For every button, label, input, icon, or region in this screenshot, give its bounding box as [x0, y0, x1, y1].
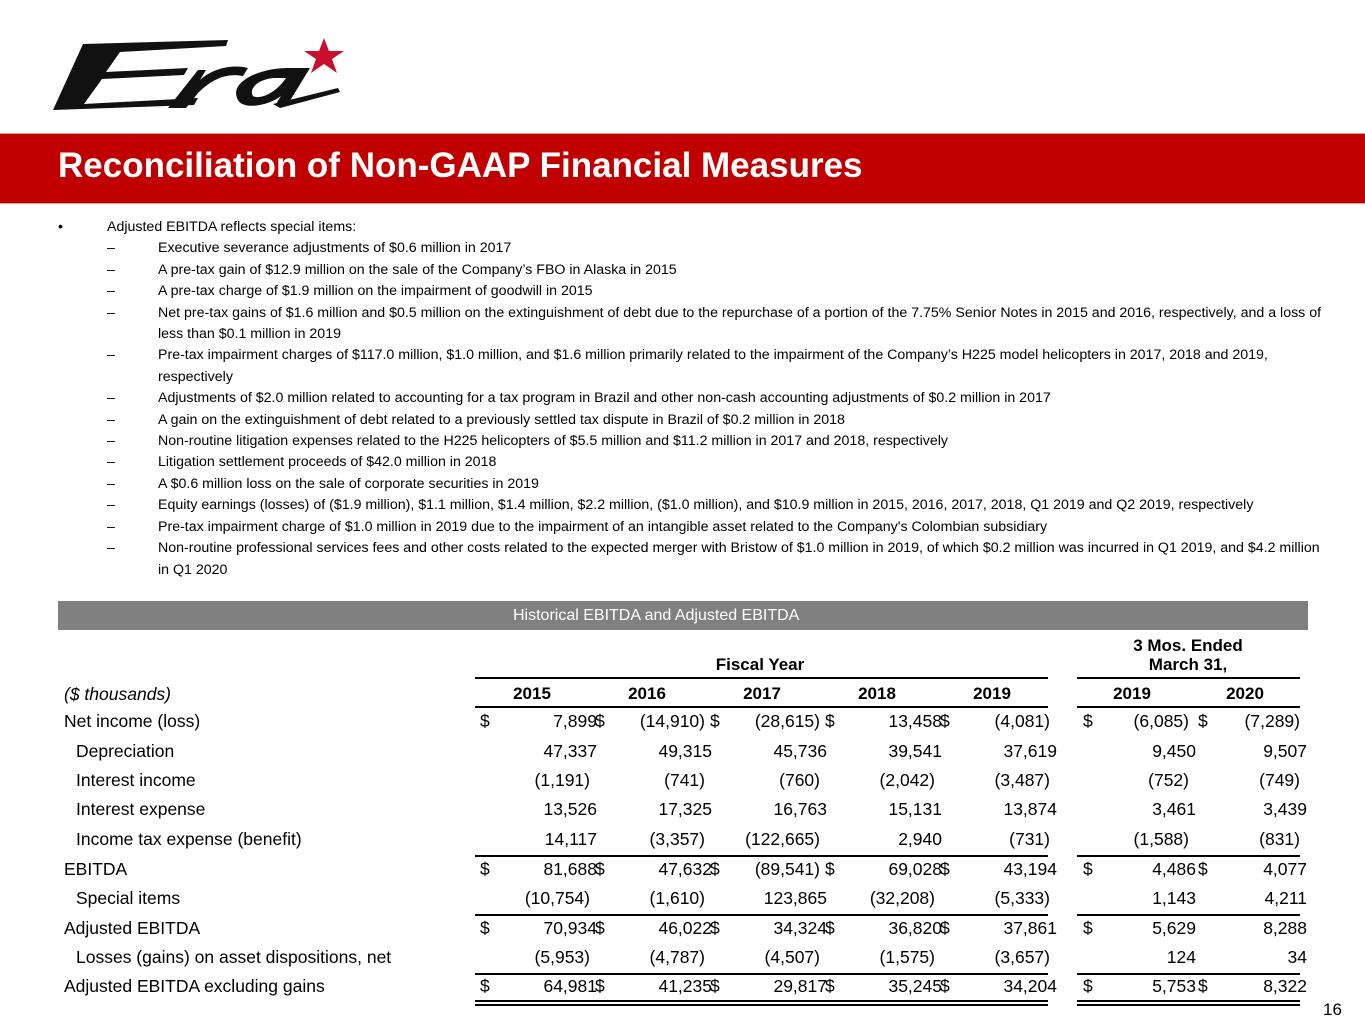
table-cell: 36,820: [888, 918, 942, 938]
table-cell: 16,763: [773, 799, 827, 819]
currency-symbol: $: [480, 711, 490, 731]
table-cell: (89,541): [754, 859, 820, 879]
sub-bullet: – Litigation settlement proceeds of $42.0 million in 2018: [0, 452, 1365, 473]
table-title-bar: [58, 601, 1308, 630]
sub-bullet: – Pre-tax impairment charges of $117.0 million, $1.0 million, and $1.6 million primarily related to the impairment of the Company’s H225 model helicopters in 2017, 2018 and 2019, respectively: [107, 347, 1268, 385]
subtotal-line: [1077, 914, 1300, 916]
table-cell: (1,610): [649, 888, 705, 908]
divider: [1077, 706, 1300, 708]
column-header-2018: 2018: [858, 684, 896, 703]
sub-bullet: – Non-routine professional services fees and other costs related to the expected merger with Bristow of $1.0 million in 2019, of which $0.2 million was incurred in Q1 2019, and $4.2 million in Q1 2020: [107, 540, 1320, 578]
currency-symbol: $: [825, 976, 835, 996]
table-cell: 70,934: [543, 918, 597, 938]
table-cell: (3,357): [649, 829, 705, 849]
sub-bullet: – Executive severance adjustments of $0.6 million in 2017: [0, 238, 1365, 259]
divider: [1077, 677, 1300, 679]
currency-symbol: $: [1198, 976, 1208, 996]
currency-symbol: $: [825, 918, 835, 938]
currency-symbol: $: [710, 918, 720, 938]
table-cell: 3,439: [1263, 799, 1307, 819]
currency-symbol: $: [710, 976, 720, 996]
currency-symbol: $: [710, 711, 720, 731]
table-cell: (4,787): [649, 947, 705, 967]
era-wordmark-icon: [48, 38, 353, 118]
special-items-notes: [0, 217, 1365, 581]
table-cell: (32,208): [869, 888, 935, 908]
dash-icon: –: [107, 497, 115, 514]
currency-symbol: $: [940, 859, 950, 879]
table-cell: 34,324: [773, 918, 827, 938]
currency-symbol: $: [1083, 711, 1093, 731]
total-double-underline: [475, 1000, 1048, 1006]
currency-symbol: $: [1083, 859, 1093, 879]
dash-icon: –: [107, 283, 115, 300]
table-cell: 124: [1166, 947, 1196, 967]
table-cell: 4,486: [1152, 859, 1196, 879]
currency-symbol: $: [825, 711, 835, 731]
table-cell: 46,022: [658, 918, 712, 938]
table-cell: (5,953): [534, 947, 590, 967]
table-cell: (1,191): [534, 770, 590, 790]
table-cell: (4,081): [994, 711, 1050, 731]
table-cell: (3,487): [994, 770, 1050, 790]
table-cell: 15,131: [888, 799, 942, 819]
table-cell: 34: [1287, 947, 1307, 967]
table-cell: 9,507: [1263, 741, 1307, 761]
table-cell: 35,245: [888, 976, 942, 996]
table-title: Historical EBITDA and Adjusted EBITDA: [513, 607, 800, 624]
row-label: EBITDA: [64, 859, 128, 879]
table-cell: (741): [664, 770, 705, 790]
subtotal-line: [475, 855, 1048, 857]
table-cell: 47,337: [543, 741, 597, 761]
row-label: Income tax expense (benefit): [76, 829, 302, 849]
sub-bullet: – Pre-tax impairment charge of $1.0 million in 2019 due to the impairment of an intangible asset related to the Company's Colombian subsidiary: [0, 517, 1365, 538]
table-cell: 8,322: [1263, 976, 1307, 996]
column-header-2019: 2019: [1113, 684, 1151, 703]
table-cell: 47,632: [658, 859, 712, 879]
dash-icon: –: [107, 454, 115, 471]
table-cell: (1,575): [879, 947, 935, 967]
divider: [475, 706, 1048, 708]
bullet-dot-icon: •: [58, 219, 63, 235]
currency-symbol: $: [480, 859, 490, 879]
table-cell: 13,458: [888, 711, 942, 731]
currency-symbol: $: [1198, 711, 1208, 731]
column-header-2015: 2015: [513, 684, 551, 703]
row-label: Interest expense: [76, 799, 206, 819]
dash-icon: –: [107, 475, 115, 492]
table-cell: 5,753: [1152, 976, 1196, 996]
table-cell: (122,665): [745, 829, 820, 849]
table-cell: 29,817: [773, 976, 827, 996]
table-cell: 13,526: [543, 799, 597, 819]
sub-bullet: – Net pre-tax gains of $1.6 million and $0.5 million on the extinguishment of debt due to the repurchase of a portion of the 7.75% Senior Notes in 2015 and 2016, respectively, and a loss of less than $0.1 million in 2019: [107, 304, 1322, 343]
column-header-2019: 2019: [973, 684, 1011, 703]
row-label: Losses (gains) on asset dispositions, net: [76, 947, 392, 967]
table-cell: (752): [1148, 770, 1189, 790]
currency-symbol: $: [1198, 859, 1208, 879]
sub-bullet: – Equity earnings (losses) of ($1.9 million), $1.1 million, $1.4 million, $2.2 million, ($1.0 million), and $10.9 million in 2015, 2016, 2017, 2018, Q1 2019 and Q2 2019, respectively: [0, 495, 1365, 516]
sub-bullet: – A pre-tax gain of $12.9 million on the sale of the Company’s FBO in Alaska in 2015: [0, 260, 1365, 281]
table-cell: 81,688: [543, 859, 597, 879]
row-label: Interest income: [76, 770, 196, 790]
currency-symbol: $: [480, 976, 490, 996]
currency-symbol: $: [480, 918, 490, 938]
sub-bullet: – A pre-tax charge of $1.9 million on the impairment of goodwill in 2015: [0, 281, 1365, 302]
table-cell: 123,865: [763, 888, 827, 908]
table-cell: 13,874: [1003, 799, 1057, 819]
column-header-2020: 2020: [1226, 684, 1264, 703]
table-cell: (6,085): [1133, 711, 1189, 731]
subtotal-line: [1077, 973, 1300, 975]
column-header-2017: 2017: [743, 684, 781, 703]
table-cell: 37,861: [1003, 918, 1057, 938]
sub-bullet: – A $0.6 million loss on the sale of corporate securities in 2019: [0, 474, 1365, 495]
total-double-underline: [1077, 1000, 1300, 1006]
currency-symbol: $: [710, 859, 720, 879]
page-number: 16: [1323, 1000, 1342, 1019]
table-cell: (731): [1009, 829, 1050, 849]
page-title: Reconciliation of Non-GAAP Financial Measures: [58, 146, 863, 185]
table-cell: 9,450: [1152, 741, 1196, 761]
table-cell: (749): [1259, 770, 1300, 790]
currency-symbol: $: [1083, 976, 1093, 996]
units-label: ($ thousands): [64, 684, 172, 704]
row-label: Special items: [76, 888, 181, 908]
table-cell: 7,899: [553, 711, 597, 731]
currency-symbol: $: [1083, 918, 1093, 938]
dash-icon: –: [107, 347, 115, 364]
currency-symbol: $: [595, 859, 605, 879]
table-cell: (10,754): [524, 888, 590, 908]
header-fiscal-year: Fiscal Year: [715, 655, 805, 674]
dash-icon: –: [107, 518, 115, 535]
currency-symbol: $: [940, 976, 950, 996]
table-cell: 69,028: [888, 859, 942, 879]
table-cell: (3,657): [994, 947, 1050, 967]
title-banner: [0, 133, 1365, 204]
row-label: Adjusted EBITDA: [64, 918, 201, 938]
sub-bullet: – A gain on the extinguishment of debt related to a previously settled tax dispute in Brazil of $0.2 million in 2018: [0, 410, 1365, 431]
era-logo: [48, 38, 353, 118]
table-cell: (2,042): [879, 770, 935, 790]
currency-symbol: $: [940, 918, 950, 938]
header-three-months: 3 Mos. Ended March 31,: [1133, 636, 1243, 674]
sub-bullet: – Non-routine litigation expenses related to the H225 helicopters of $5.5 million and $11.2 million in 2017 and 2018, respectively: [0, 431, 1365, 452]
star-icon: [304, 38, 344, 73]
table-cell: 64,981: [543, 976, 597, 996]
subtotal-line: [475, 973, 1048, 975]
dash-icon: –: [107, 261, 115, 278]
table-cell: 34,204: [1003, 976, 1057, 996]
dash-icon: –: [107, 433, 115, 450]
table-cell: 4,077: [1263, 859, 1307, 879]
currency-symbol: $: [595, 918, 605, 938]
table-cell: 14,117: [544, 829, 597, 849]
divider: [475, 677, 1048, 679]
table-cell: (5,333): [994, 888, 1050, 908]
dash-icon: –: [107, 304, 115, 321]
table-cell: (7,289): [1244, 711, 1300, 731]
table-cell: 8,288: [1263, 918, 1307, 938]
dash-icon: –: [107, 390, 115, 407]
table-cell: 45,736: [773, 741, 827, 761]
table-cell: 4,211: [1264, 888, 1307, 908]
currency-symbol: $: [595, 711, 605, 731]
row-label: Adjusted EBITDA excluding gains: [64, 976, 325, 996]
sub-bullet: – Adjustments of $2.0 million related to accounting for a tax program in Brazil and other non-cash accounting adjustments of $0.2 million in 2017: [0, 388, 1365, 409]
currency-symbol: $: [595, 976, 605, 996]
table-cell: (28,615): [754, 711, 820, 731]
column-header-2016: 2016: [628, 684, 666, 703]
table-cell: 5,629: [1152, 918, 1196, 938]
table-cell: (760): [779, 770, 820, 790]
bullet-main: • Adjusted EBITDA reflects special items:: [0, 217, 1365, 238]
table-cell: (831): [1259, 829, 1300, 849]
table-cell: (1,588): [1133, 829, 1189, 849]
row-label: Depreciation: [76, 741, 175, 761]
table-cell: 39,541: [888, 741, 942, 761]
subtotal-line: [475, 914, 1048, 916]
currency-symbol: $: [940, 711, 950, 731]
dash-icon: –: [107, 411, 115, 428]
table-cell: 41,235: [658, 976, 712, 996]
dash-icon: –: [107, 240, 115, 257]
table-cell: 43,194: [1003, 859, 1057, 879]
table-cell: 17,325: [658, 799, 712, 819]
subtotal-line: [1077, 855, 1300, 857]
table-cell: 1,143: [1152, 888, 1196, 908]
table-cell: 37,619: [1003, 741, 1057, 761]
row-label: Net income (loss): [64, 711, 201, 731]
table-cell: (4,507): [764, 947, 820, 967]
dash-icon: –: [107, 540, 115, 557]
table-cell: 2,940: [898, 829, 942, 849]
table-cell: 3,461: [1152, 799, 1196, 819]
table-cell: (14,910): [639, 711, 705, 731]
table-cell: 49,315: [658, 741, 712, 761]
currency-symbol: $: [825, 859, 835, 879]
